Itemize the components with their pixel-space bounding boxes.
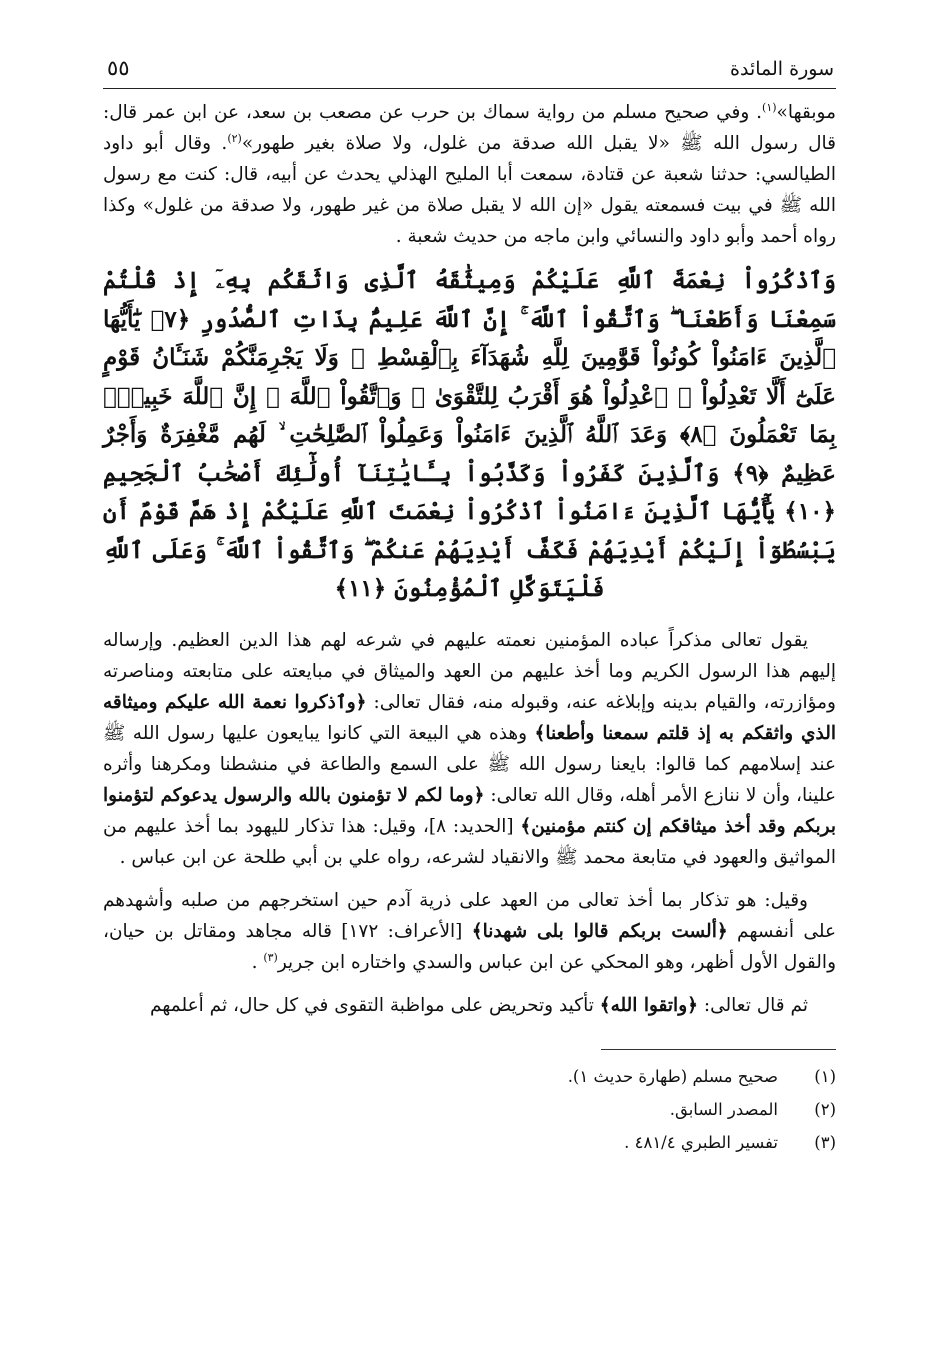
footnote-text: المصدر السابق.: [669, 1099, 778, 1119]
quran-quote: ﴿واتقوا الله﴾: [599, 994, 698, 1016]
paragraph-text: تأكيد وتحريض على مواظبة التقوى في كل حال، ثم أعلمهم: [149, 994, 600, 1016]
footnotes: [103, 1060, 836, 1159]
footnote-ref-1: (١): [762, 100, 777, 114]
page-header: [103, 52, 836, 89]
footnote-separator: [601, 1049, 836, 1050]
quran-quote: ﴿ألست بربكم قالوا بلى شهدنا﴾: [471, 920, 728, 942]
footnote-text: صحيح مسلم (طهارة حديث ١).: [567, 1066, 778, 1086]
page-number: ٥٥: [107, 56, 130, 80]
footnote-number: (٣): [814, 1132, 836, 1152]
footnote-item: [103, 1060, 836, 1093]
footnote-number: (١): [814, 1066, 836, 1086]
footnote-number: (٢): [814, 1099, 836, 1119]
paragraph-text: وهذه هي البيعة التي كانوا يبايعون عليها رسول الله ﷺ عند إسلامهم كما قالوا: بايعنا رسول الله ﷺ على السمع والطاعة في منشطنا ومكرهنا وأثره علينا، وأن لا ننازع الأمر أهله، وقال الله تعالى:: [103, 722, 836, 806]
paragraph-text: ثم قال تعالى:: [697, 994, 808, 1016]
footnote-item: [103, 1126, 836, 1159]
quran-quote: ﴿وما لكم لا تؤمنون بالله والرسول يدعوكم لتؤمنوا بربكم وقد أخذ ميثاقكم إن كنتم مؤمنين﴾: [103, 784, 836, 837]
paragraph-1: [103, 97, 836, 252]
footnote-text: تفسير الطبري ٤٨١/٤ .: [624, 1132, 778, 1152]
surah-title: سورة المائدة: [730, 58, 834, 80]
paragraph-text: موبقها»: [776, 102, 836, 123]
paragraph-4: [103, 990, 836, 1021]
quran-verses-block: وَٱذْكُرُواْ نِعْمَةَ ٱللَّهِ عَلَيْكُمْ وَمِيثَٰقَهُ ٱلَّذِى وَاثَقَكُم بِهِۦٓ إِذْ قُلْتُمْ سَمِعْنَا وَأَطَعْنَا ۖ وَٱتَّقُواْ ٱللَّهَ ۚ إِنَّ ٱللَّهَ عَلِيمٌۢ بِذَاتِ ٱلصُّدُورِ ﴿٧﴾ يَٰٓأَيُّهَا ٱلَّذِينَ ءَامَنُواْ كُونُواْ قَوَّٰمِينَ لِلَّهِ شُهَدَآءَ بِٱلْقِسْطِ ۖ وَلَا يَجْرِمَنَّكُمْ شَنَـَٔانُ قَوْمٍ عَلَىٰٓ أَلَّا تَعْدِلُواْ ۚ ٱعْدِلُواْ هُوَ أَقْرَبُ لِلتَّقْوَىٰ ۖ وَٱتَّقُواْ ٱللَّهَ ۚ إِنَّ ٱللَّهَ خَبِيرٌۢ بِمَا تَعْمَلُونَ ﴿٨﴾ وَعَدَ ٱللَّهُ ٱلَّذِينَ ءَامَنُواْ وَعَمِلُواْ ٱلصَّٰلِحَٰتِ ۙ لَهُم مَّغْفِرَةٌ وَأَجْرٌ عَظِيمٌ ﴿٩﴾ وَٱلَّذِينَ كَفَرُواْ وَكَذَّبُواْ بِـَٔايَٰتِنَآ أُولَٰٓئِكَ أَصْحَٰبُ ٱلْجَحِيمِ ﴿١٠﴾ يَٰٓأَيُّهَا ٱلَّذِينَ ءَامَنُواْ ٱذْكُرُواْ نِعْمَتَ ٱللَّهِ عَلَيْكُمْ إِذْ هَمَّ قَوْمٌ أَن يَبْسُطُوٓاْ إِلَيْكُمْ أَيْدِيَهُمْ فَكَفَّ أَيْدِيَهُمْ عَنكُمْ ۖ وَٱتَّقُواْ ٱللَّهَ ۚ وَعَلَى ٱللَّهِ فَلْيَتَوَكَّلِ ٱلْمُؤْمِنُونَ ﴿١١﴾: [103, 267, 836, 602]
paragraph-text: [الأعراف: ١٧٢] قاله مجاهد ومقاتل بن حيان، والقول الأول أظهر، وهو المحكي عن ابن عباس والسدي واختاره ابن جرير: [103, 920, 836, 973]
paragraph-text: . وفي صحيح مسلم من رواية سماك بن حرب عن مصعب بن سعد، عن ابن عمر قال: قال رسول الله ﷺ «لا يقبل الله صدقة من غلول، ولا صلاة بغير طهور»: [103, 102, 836, 154]
paragraph-3: [103, 885, 836, 978]
paragraph-2: [103, 625, 836, 873]
paragraph-text: وقيل: هو تذكار بما أخذ تعالى من العهد على ذرية آدم حين استخرجهم من صلبه وأشهدهم على أنفسهم: [103, 889, 836, 942]
paragraph-text: . وقال أبو داود الطيالسي: حدثنا شعبة عن قتادة، سمعت أبا المليح الهذلي يحدث عن أبيه، قال: كنت مع رسول الله ﷺ في بيت فسمعته يقول «إن الله لا يقبل صلاة من غير طهور، ولا صدقة من غلول» وكذا رواه أحمد وأبو داود والنسائي وابن ماجه من حديث شعبة .: [103, 133, 836, 247]
footnote-item: [103, 1093, 836, 1126]
quran-quote: ﴿وٱذكروا نعمة الله عليكم وميثاقه الذي واثقكم به إذ قلتم سمعنا وأطعنا﴾: [103, 691, 837, 744]
footnote-ref-2: (٢): [227, 131, 242, 145]
book-page: [103, 52, 836, 1159]
paragraph-text: يقول تعالى مذكراً عباده المؤمنين نعمته عليهم في شرعه لهم هذا الدين العظيم. وإرساله إليهم هذا الرسول الكريم وما أخذ عليهم من العهد والميثاق في مبايعته على متابعته ومناصرته ومؤازرته، والقيام بدينه وإبلاغه عنه، وقبوله منه، فقال تعالى:: [103, 629, 836, 713]
paragraph-text: .: [251, 951, 264, 973]
paragraph-text: [الحديد: ٨]، وقيل: هذا تذكار لليهود بما أخذ عليهم من المواثيق والعهود في متابعة محمد ﷺ والانقياد لشرعه، رواه علي بن أبي طلحة عن ابن عباس .: [103, 815, 836, 868]
footnote-ref-3: (٣): [263, 950, 278, 964]
